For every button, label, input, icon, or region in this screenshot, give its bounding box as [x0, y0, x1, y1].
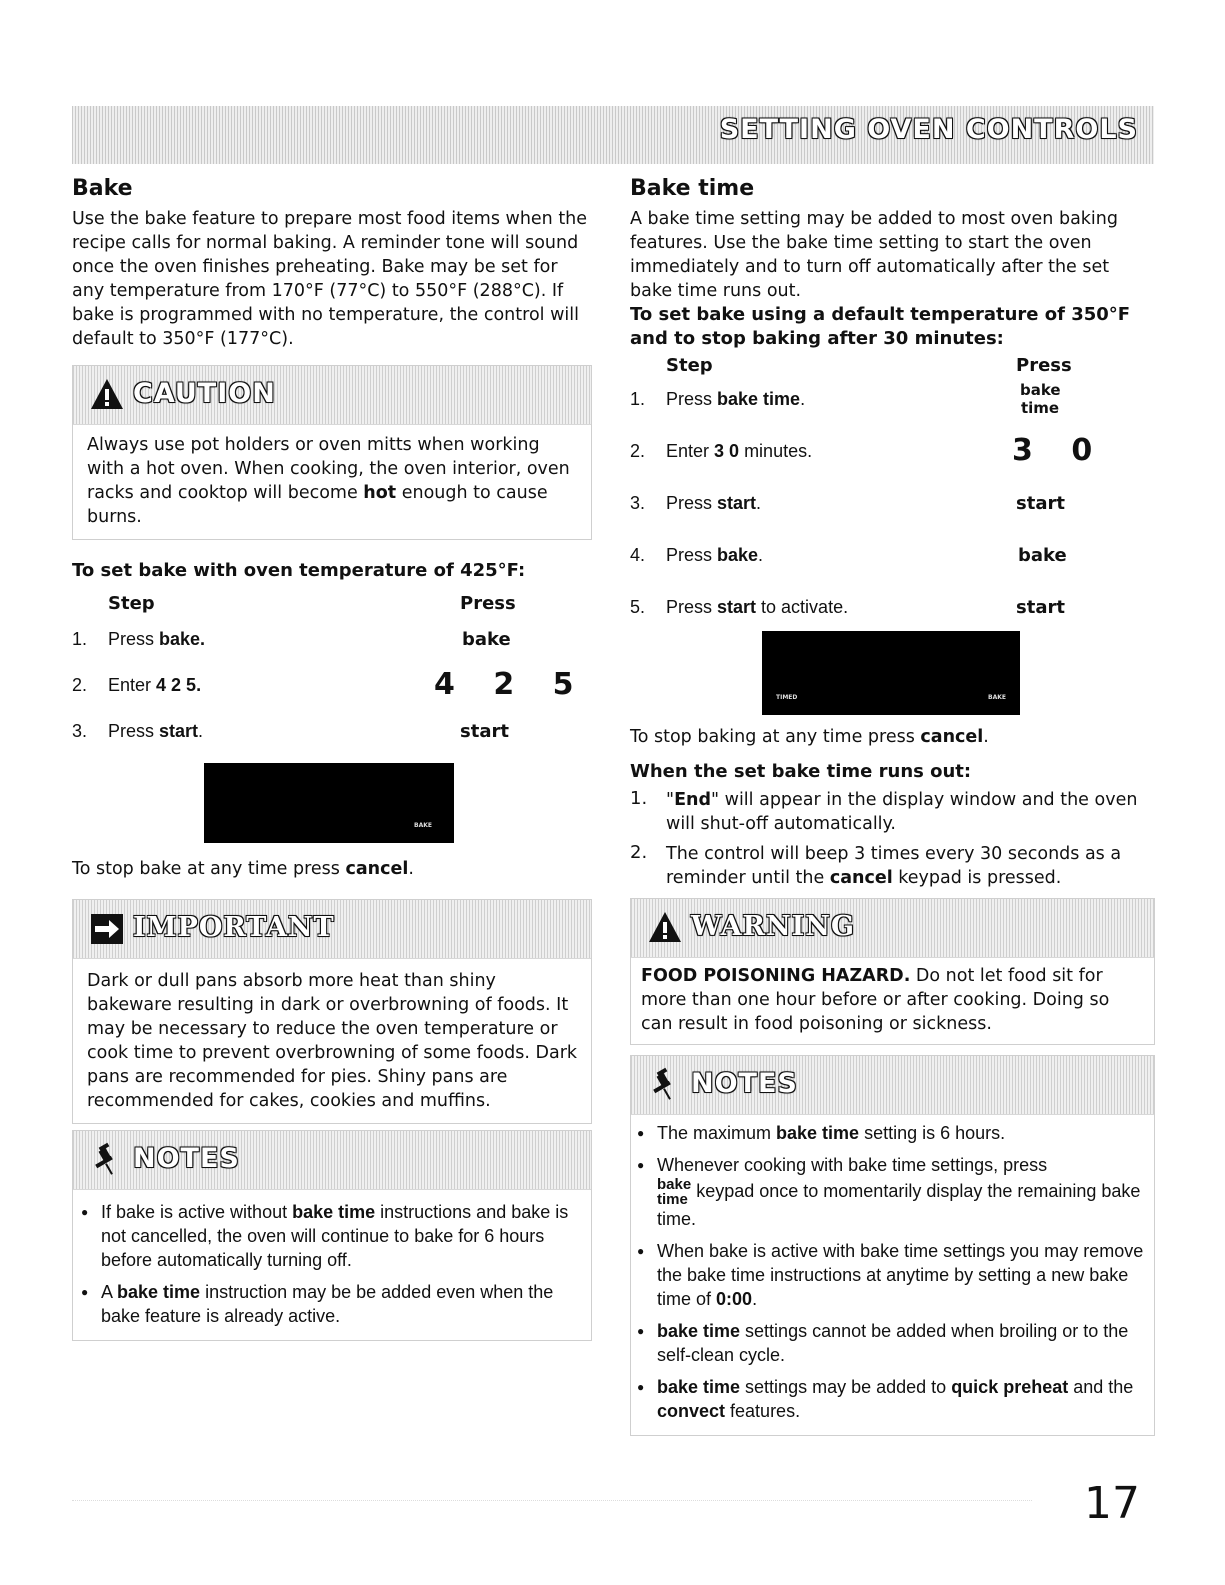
digit-keys: 4 2 5: [434, 667, 588, 702]
warning-box: [630, 898, 1155, 1045]
section-title: SETTING OVEN CONTROLS: [719, 114, 1138, 145]
footer-divider: [72, 1500, 1032, 1501]
right-notes-box: [630, 1055, 1155, 1436]
oven-display: BAKE: [204, 763, 454, 843]
bake-heading: Bake: [72, 176, 133, 201]
stop-bake-text: To stop bake at any time press cancel.: [72, 859, 414, 879]
list-item: ● If bake is active without bake time instructions and bake is not cancelled, the oven will continue to bake for 6 hours before automatically turning off.: [77, 1200, 581, 1272]
oven-display: TIMED BAKE: [762, 631, 1020, 715]
bake-step-2: 2. Enter 4 2 5. 4 2 5: [72, 667, 588, 702]
caution-text: Always use pot holders or oven mitts when working with a hot oven. When cooking, the oven interior, oven racks and cooktop will become hot enough to cause burns.: [87, 435, 570, 527]
bake-time-steps-header: [630, 353, 1155, 379]
bake-time-steps-title: To set bake using a default temperature of 350°F and to stop baking after 30 minutes:: [630, 304, 1131, 349]
step-column-label: Step: [666, 355, 713, 376]
important-header: [73, 900, 591, 959]
page-number: 17: [1084, 1478, 1140, 1529]
list-item: ● A bake time instruction may be be added even when the bake feature is already active.: [77, 1280, 581, 1328]
warning-label: WARNING: [691, 911, 856, 942]
list-item: ● Whenever cooking with bake time settings, press bake time keypad once to momentarily display the remaining bake time.: [633, 1153, 1148, 1231]
pushpin-icon: [89, 1141, 125, 1177]
left-column: [72, 176, 592, 1341]
right-notes-label: NOTES: [691, 1068, 798, 1099]
step-column-label: Step: [108, 593, 155, 614]
left-notes-list: [77, 1200, 581, 1328]
bake-time-description: A bake time setting may be added to most oven baking features. Use the bake time setting to start the oven immediately and to turn off automatically after the set bake time runs out.: [630, 209, 1118, 301]
warning-header: [631, 899, 1154, 958]
bake-time-step-2: 2. Enter 3 0 minutes. 3 0: [630, 433, 1107, 468]
bake-time-step-3: 3. Press start. start: [630, 493, 1065, 514]
bake-time-key: bake time: [1020, 381, 1061, 417]
list-item: ● bake time settings may be added to quick preheat and the convect features.: [633, 1375, 1148, 1423]
arrow-right-icon: [89, 910, 125, 946]
list-item: ● bake time settings cannot be added when broiling or to the self-clean cycle.: [633, 1319, 1148, 1367]
warning-triangle-icon: [89, 376, 125, 412]
runs-out-title: When the set bake time runs out:: [630, 761, 972, 782]
left-notes-box: [72, 1130, 592, 1341]
list-item: ● The maximum bake time setting is 6 hours.: [633, 1121, 1148, 1145]
start-key: start: [460, 721, 509, 742]
left-notes-label: NOTES: [133, 1143, 240, 1174]
bake-time-key: bake time: [657, 1176, 692, 1208]
bake-time-step-4: 4. Press bake. bake: [630, 545, 1067, 566]
bake-time-step-5: 5. Press start to activate. start: [630, 597, 1065, 618]
bake-step-1: 1. Press bake. bake: [72, 629, 511, 650]
important-label: IMPORTANT: [133, 912, 335, 943]
important-box: [72, 899, 592, 1124]
warning-text: FOOD POISONING HAZARD. Do not let food sit for more than one hour before or after cooking. Doing so can result in food poisoning or sickness.: [641, 966, 1110, 1034]
bake-key: bake: [1018, 545, 1067, 566]
left-notes-header: [73, 1131, 591, 1190]
stop-baking-text: To stop baking at any time press cancel.: [630, 727, 989, 747]
start-key: start: [1016, 597, 1065, 618]
caution-label: CAUTION: [133, 378, 276, 409]
caution-header: [73, 366, 591, 425]
right-notes-header: [631, 1056, 1154, 1115]
bake-time-heading: Bake time: [630, 176, 755, 201]
pushpin-icon: [647, 1066, 683, 1102]
caution-box: [72, 365, 592, 540]
important-text: Dark or dull pans absorb more heat than shiny bakeware resulting in dark or overbrowning of foods. It may be necessary to reduce the oven temperature or cook time to prevent overbrowning of some foods. Dark pans are recommended for pies. Shiny pans are recommended for cakes, cookies and muffins.: [87, 971, 578, 1111]
bake-step-3: 3. Press start. start: [72, 721, 509, 742]
press-column-label: Press: [1016, 355, 1072, 376]
section-banner: [72, 106, 1154, 164]
bake-time-step-1: 1. Press bake time. bake time: [630, 381, 1061, 417]
start-key: start: [1016, 493, 1065, 514]
bake-key: bake: [462, 629, 511, 650]
bake-steps-header: [72, 589, 592, 619]
runs-out-item-1: 1. "End" will appear in the display window and the oven will shut-off automatically.: [630, 788, 1138, 834]
list-item: ● When bake is active with bake time settings you may remove the bake time instructions at anytime by setting a new bake time of 0:00.: [633, 1239, 1148, 1311]
digit-keys: 3 0: [1012, 433, 1107, 468]
bake-steps-title: To set bake with oven temperature of 425°F:: [72, 560, 526, 581]
runs-out-item-2: 2. The control will beep 3 times every 30 seconds as a reminder until the cancel keypad is pressed.: [630, 842, 1122, 888]
press-column-label: Press: [460, 593, 516, 614]
bake-description: Use the bake feature to prepare most food items when the recipe calls for normal baking. A reminder tone will sound once the oven finishes preheating. Bake may be set for any temperature from 170°F (77°C) to 550°F (288°C). If bake is programmed with no temperature, the control will default to 350°F (177°C).: [72, 209, 588, 349]
right-notes-list: [633, 1121, 1148, 1423]
warning-triangle-icon: [647, 909, 683, 945]
right-column: [630, 176, 1155, 1436]
